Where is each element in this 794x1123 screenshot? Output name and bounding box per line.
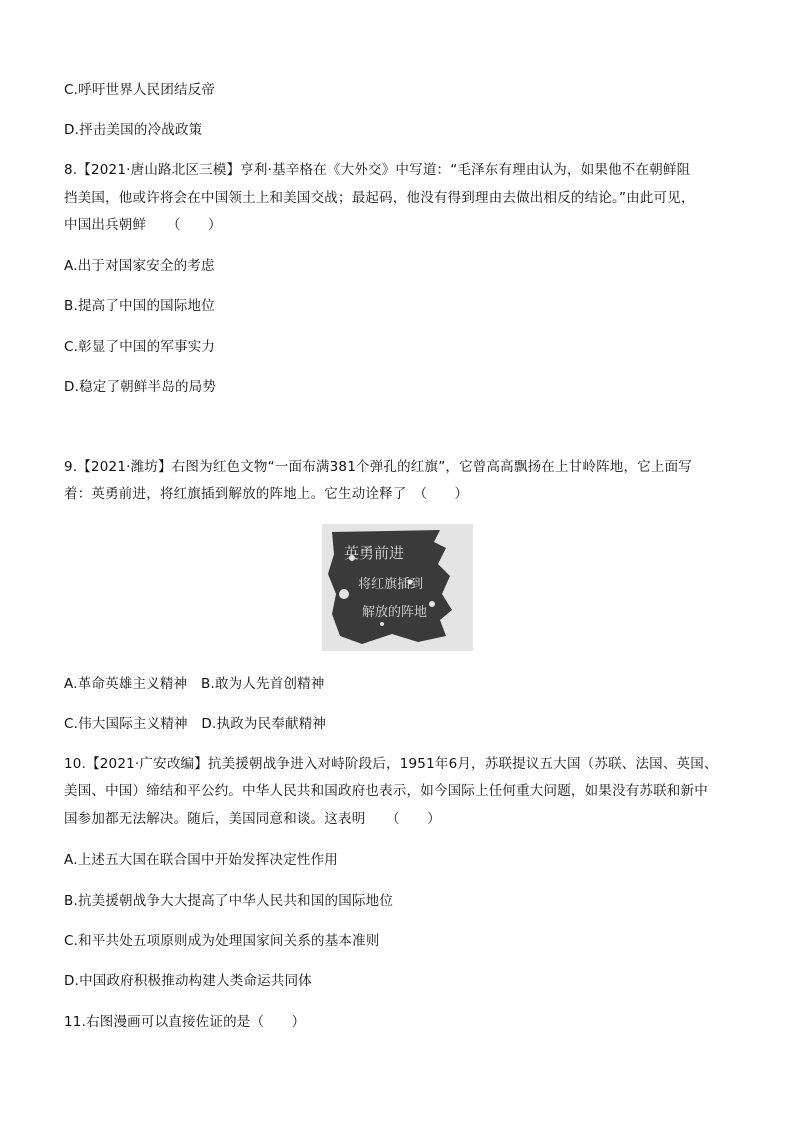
flag-inscription-1: 英勇前进 xyxy=(344,544,405,562)
bullet-hole xyxy=(380,622,384,626)
q10-stem-line-3: 国参加都无法解决。随后，美国同意和谈。这表明 （ ） xyxy=(64,811,441,827)
flag-inscription-3: 解放的阵地 xyxy=(362,605,428,620)
q10-stem-line-2: 美国、中国）缔结和平公约。中华人民共和国政府也表示，如今国际上任何重大问题，如果没有苏联和新中 xyxy=(64,783,708,799)
q9-stem-line-1: 9.【2021·潍坊】右图为红色文物“一面布满381个弹孔的红旗”，它曾高高飘扬在上甘岭阵地，它上面写 xyxy=(64,459,692,475)
q10-option-d: D.中国政府积极推动构建人类命运共同体 xyxy=(64,973,312,989)
q7-option-d: D.抨击美国的冷战政策 xyxy=(64,122,203,138)
q9-options-ab: A.革命英雄主义精神 B.敢为人先首创精神 xyxy=(64,676,325,692)
q10-option-b: B.抗美援朝战争大大提高了中华人民共和国的国际地位 xyxy=(64,893,394,909)
bullet-hole xyxy=(339,589,349,599)
red-flag-image xyxy=(322,524,473,651)
flag-inscription-2: 将红旗插到 xyxy=(358,577,424,592)
q8-option-b: B.提高了中国的国际地位 xyxy=(64,298,215,314)
q8-stem-line-2: 挡美国，他或许将会在中国领土上和美国交战；最起码，他没有得到理由去做出相反的结论。”由此可见， xyxy=(64,190,695,206)
q9-options-cd: C.伟大国际主义精神 D.执政为民奉献精神 xyxy=(64,716,327,732)
q8-option-c: C.彰显了中国的军事实力 xyxy=(64,339,216,355)
q8-option-a: A.出于对国家安全的考虑 xyxy=(64,258,215,274)
red-flag-photo xyxy=(322,524,473,651)
q9-stem-line-2: 着：英勇前进，将红旗插到解放的阵地上。它生动诠释了 （ ） xyxy=(64,486,469,502)
q10-stem-line-1: 10.【2021·广安改编】抗美援朝战争进入对峙阶段后，1951年6月，苏联提议五大国（苏联、法国、英国、 xyxy=(64,756,718,772)
q7-option-c: C.呼吁世界人民团结反帝 xyxy=(64,82,216,98)
q8-option-d: D.稳定了朝鲜半岛的局势 xyxy=(64,379,217,395)
q8-stem-line-3: 中国出兵朝鲜 （ ） xyxy=(64,217,222,233)
q10-option-a: A.上述五大国在联合国中开始发挥决定性作用 xyxy=(64,852,338,868)
q8-stem-line-1: 8.【2021·唐山路北区三模】亨利·基辛格在《大外交》中写道：“毛泽东有理由认为，如果他不在朝鲜阻 xyxy=(64,162,691,178)
q10-option-c: C.和平共处五项原则成为处理国家间关系的基本准则 xyxy=(64,933,380,949)
q11-stem-line-1: 11.右图漫画可以直接佐证的是（ ） xyxy=(64,1014,306,1030)
bullet-hole xyxy=(429,601,435,607)
